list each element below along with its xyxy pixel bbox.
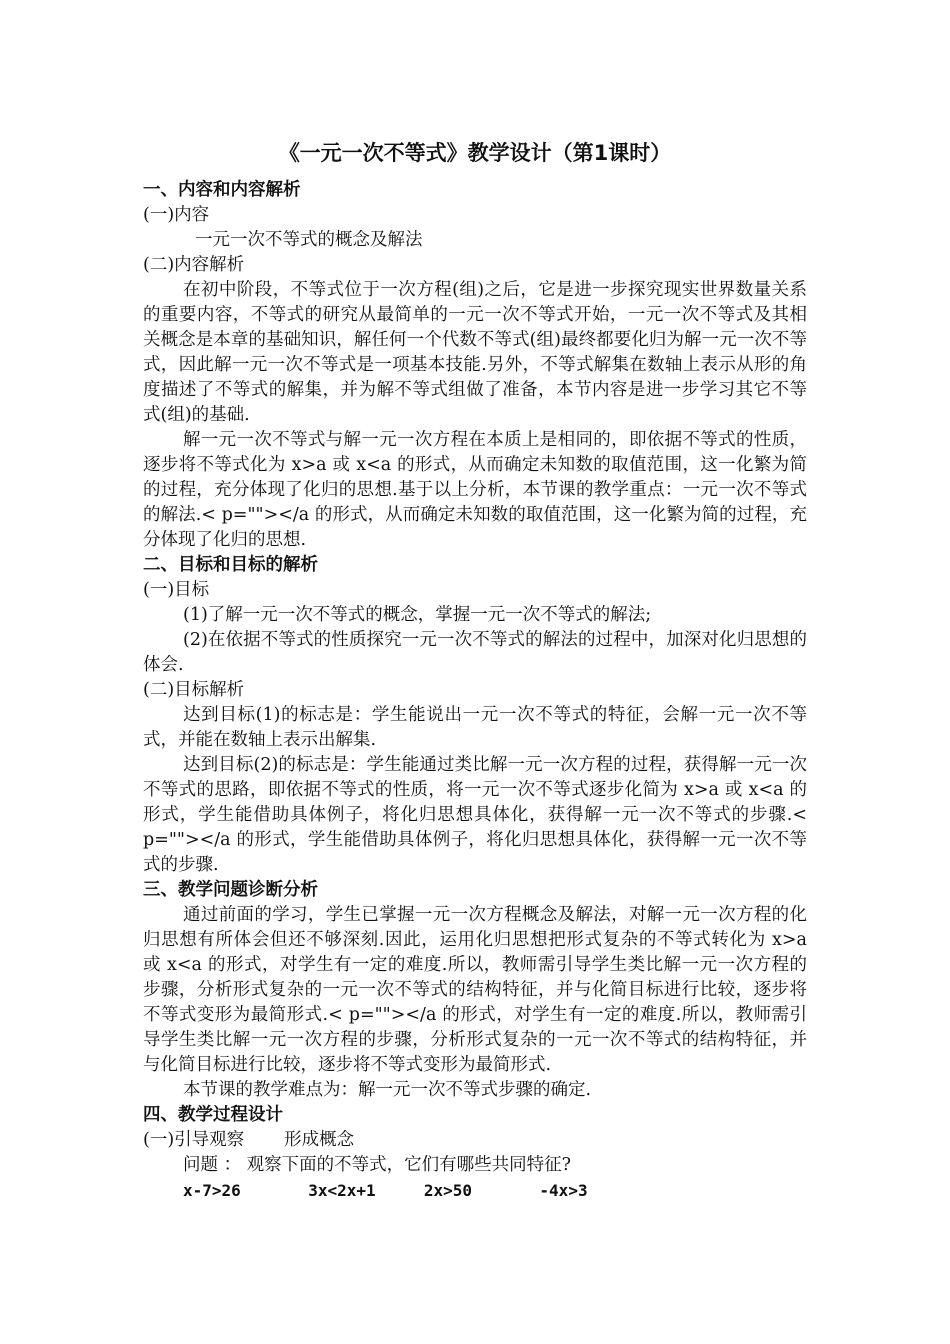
document-body	[143, 178, 807, 1203]
section-heading-content: 一、内容和内容解析	[143, 180, 301, 200]
subsection-label-goal-analysis: (二)目标解析	[143, 680, 245, 700]
subsection-label-part-a: (一)引导观察	[143, 1130, 245, 1150]
paragraph: 达到目标(2)的标志是：学生能通过类比解一元一次方程的过程，获得解一元一次不等式的思路，即依据不等式的性质，将一元一次不等式逐步化简为 x>a 或 x<a 的形式，学生能借助具体例子，将化归思想具体化，获得解一元一次不等式的步骤.< p=""></a 的形式，学生能借助具体例子，将化归思想具体化，获得解一元一次不等式的步骤.	[143, 755, 807, 875]
subsection-label-content-analysis: (二)内容解析	[143, 255, 245, 275]
goal-item-2: (2)在依据不等式的性质探究一元一次不等式的解法的过程中，加深对化归思想的体会.	[143, 630, 807, 675]
goal-item-1: (1)了解一元一次不等式的概念，掌握一元一次不等式的解法;	[183, 605, 652, 625]
paragraph: 通过前面的学习，学生已掌握一元一次方程概念及解法，对解一元一次方程的化归思想有所体会但还不够深刻.因此，运用化归思想把形式复杂的不等式转化为 x>a 或 x<a 的形式，对学生有一定的难度.所以，教师需引导学生类比解一元一次方程的步骤，分析形式复杂的一元一次不等式的结构特征，并与化简目标进行比较，逐步将不等式变形为最简形式.< p=""></a 的形式，对学生有一定的难度.所以，教师需引导学生类比解一元一次方程的步骤，分析形式复杂的一元一次不等式的结构特征，并与化简目标进行比较，逐步将不等式变形为最简形式.	[143, 905, 807, 1075]
subsection-label-observe	[143, 1128, 807, 1153]
section-heading-process: 四、教学过程设计	[143, 1105, 283, 1125]
paragraph: 解一元一次不等式与解一元一次方程在本质上是相同的，即依据不等式的性质，逐步将不等式化为 x>a 或 x<a 的形式，从而确定未知数的取值范围，这一化繁为简的过程，充分体现了化归的思想.基于以上分析，本节课的教学重点：一元一次不等式的解法.< p=""></a 的形式，从而确定未知数的取值范围，这一化繁为简的过程，充分体现了化归的思想.	[143, 430, 807, 550]
paragraph: 达到目标(1)的标志是：学生能说出一元一次不等式的特征，会解一元一次不等式，并能在数轴上表示出解集.	[143, 705, 807, 750]
section-heading-diagnosis: 三、教学问题诊断分析	[143, 880, 318, 900]
subsection-label-content: (一)内容	[143, 205, 210, 225]
paragraph: 在初中阶段，不等式位于一次方程(组)之后，它是进一步探究现实世界数量关系的重要内容，不等式的研究从最简单的一元一次不等式开始，一元一次不等式及其相关概念是本章的基础知识，解任何一个代数不等式(组)最终都要化归为解一元一次不等式，因此解一元一次不等式是一项基本技能.另外，不等式解集在数轴上表示从形的角度描述了不等式的解集，并为解不等式组做了准备，本节内容是进一步学习其它不等式(组)的基础.	[143, 280, 807, 425]
inequality-examples: x-7>26 3x<2x+1 2x>50 -4x>3	[183, 1181, 588, 1200]
section-heading-goals: 二、目标和目标的解析	[143, 555, 318, 575]
question-text: 问题 ： 观察下面的不等式，它们有哪些共同特征?	[183, 1155, 572, 1175]
document-title: 《一元一次不等式》教学设计（第1课时）	[278, 141, 672, 165]
subsection-label-goals: (一)目标	[143, 580, 210, 600]
paragraph: 本节课的教学难点为：解一元一次不等式步骤的确定.	[183, 1080, 592, 1100]
subsection-label-part-b: 形成概念	[284, 1130, 355, 1150]
content-text: 一元一次不等式的概念及解法	[195, 230, 423, 250]
